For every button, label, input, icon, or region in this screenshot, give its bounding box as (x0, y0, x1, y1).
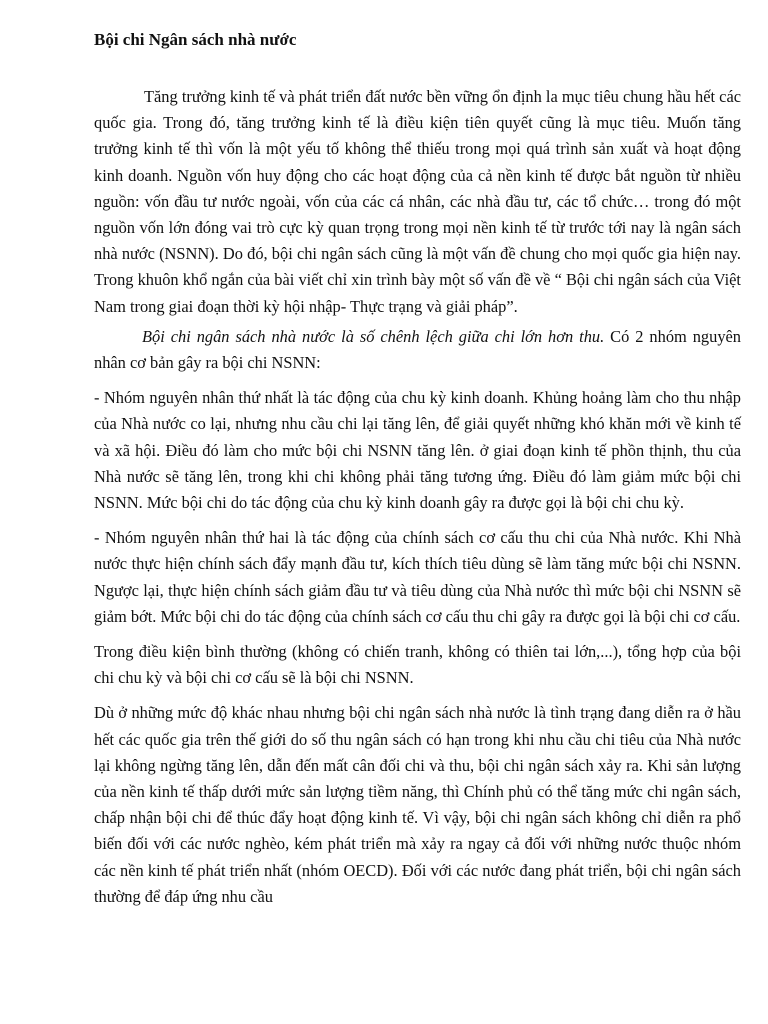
definition-rest-text: Có 2 nhóm nguyên nhân cơ bản gây ra bội chi NSNN: (94, 326, 741, 373)
definition-italic-text: Bội chi ngân sách nhà nước là số chênh lệch giữa chi lớn hơn thu. (142, 326, 605, 346)
document-title: Bội chi Ngân sách nhà nước (94, 30, 297, 49)
document-body (94, 84, 741, 910)
paragraph-cause-two: - Nhóm nguyên nhân thứ hai là tác động của chính sách cơ cấu thu chi của Nhà nước. Khi Nhà nước thực hiện chính sách đẩy mạnh đầu tư, kích thích tiêu dùng sẽ làm tăng mức bội chi NSNN. Ngược lại, thực hiện chính sách giảm đầu tư và tiêu dùng của Nhà nước thì mức bội chi NSNN sẽ giảm bớt. Mức bội chi do tác động của chính sách cơ cấu thu chi gây ra được gọi là bội chi cơ cấu. (94, 528, 741, 626)
paragraph-cause-one: - Nhóm nguyên nhân thứ nhất là tác động của chu kỳ kinh doanh. Khủng hoảng làm cho thu nhập của Nhà nước co lại, nhưng nhu cầu chi lại tăng lên, để giải quyết những khó khăn mới về kinh tế và xã hội. Điều đó làm cho mức bội chi NSNN tăng lên. ở giai đoạn kinh tế phồn thịnh, thu của Nhà nước sẽ tăng lên, trong khi chi không phải tăng tương ứng. Điều đó làm giảm mức bội chi NSNN. Mức bội chi do tác động của chu kỳ kinh doanh gây ra được gọi là bội chi chu kỳ. (94, 388, 741, 513)
paragraph-global-deficit: Dù ở những mức độ khác nhau nhưng bội chi ngân sách nhà nước là tình trạng đang diễn ra ở hầu hết các quốc gia trên thế giới do số thu ngân sách có hạn trong khi nhu cầu chi tiêu của Nhà nước lại không ngừng tăng lên, dẫn đến mất cân đối chi và thu, bội chi ngân sách xảy ra. Khi sản lượng của nền kinh tế thấp dưới mức sản lượng tiềm năng, thì Chính phủ có thể tăng mức chi ngân sách, chấp nhận bội chi để thúc đẩy hoạt động kinh tế. Vì vậy, bội chi ngân sách không chỉ diễn ra phổ biến đối với các nước nghèo, kém phát triển mà xảy ra ngay cả đối với những nước thuộc nhóm các nền kinh tế phát triển nhất (nhóm OECD). Đối với các nước đang phát triển, bội chi ngân sách thường để đáp ứng nhu cầu (94, 703, 741, 906)
paragraph-definition (94, 324, 741, 376)
paragraph-normal-conditions: Trong điều kiện bình thường (không có chiến tranh, không có thiên tai lớn,...), tổng hợp của bội chi chu kỳ và bội chi cơ cấu sẽ là bội chi NSNN. (94, 642, 741, 688)
paragraph-intro: Tăng trưởng kinh tế và phát triển đất nước bền vững ổn định la mục tiêu chung hầu hết các quốc gia. Trong đó, tăng trưởng kinh tế là điều kiện tiên quyết cũng là mục tiêu. Muốn tăng trưởng kinh tế thì vốn là một yếu tố không thể thiếu trong mọi quá trình sản xuất và hoạt động kinh doanh. Nguồn vốn huy động cho các hoạt động của cả nền kinh tế được bắt nguồn từ nhiều nguồn: vốn đầu tư nước ngoài, vốn của các cá nhân, các nhà đầu tư, các tổ chức… trong đó một nguồn vốn lớn đóng vai trò cực kỳ quan trọng trong mọi nền kinh tế từ trước tới nay là ngân sách nhà nước (NSNN). Do đó, bội chi ngân sách cũng là một vấn đề chung cho mọi quốc gia hiện nay. Trong khuôn khổ ngắn của bài viết chỉ xin trình bày một số vấn đề về “ Bội chi ngân sách của Việt Nam trong giai đoạn thời kỳ hội nhập- Thực trạng và giải pháp”. (94, 87, 741, 316)
